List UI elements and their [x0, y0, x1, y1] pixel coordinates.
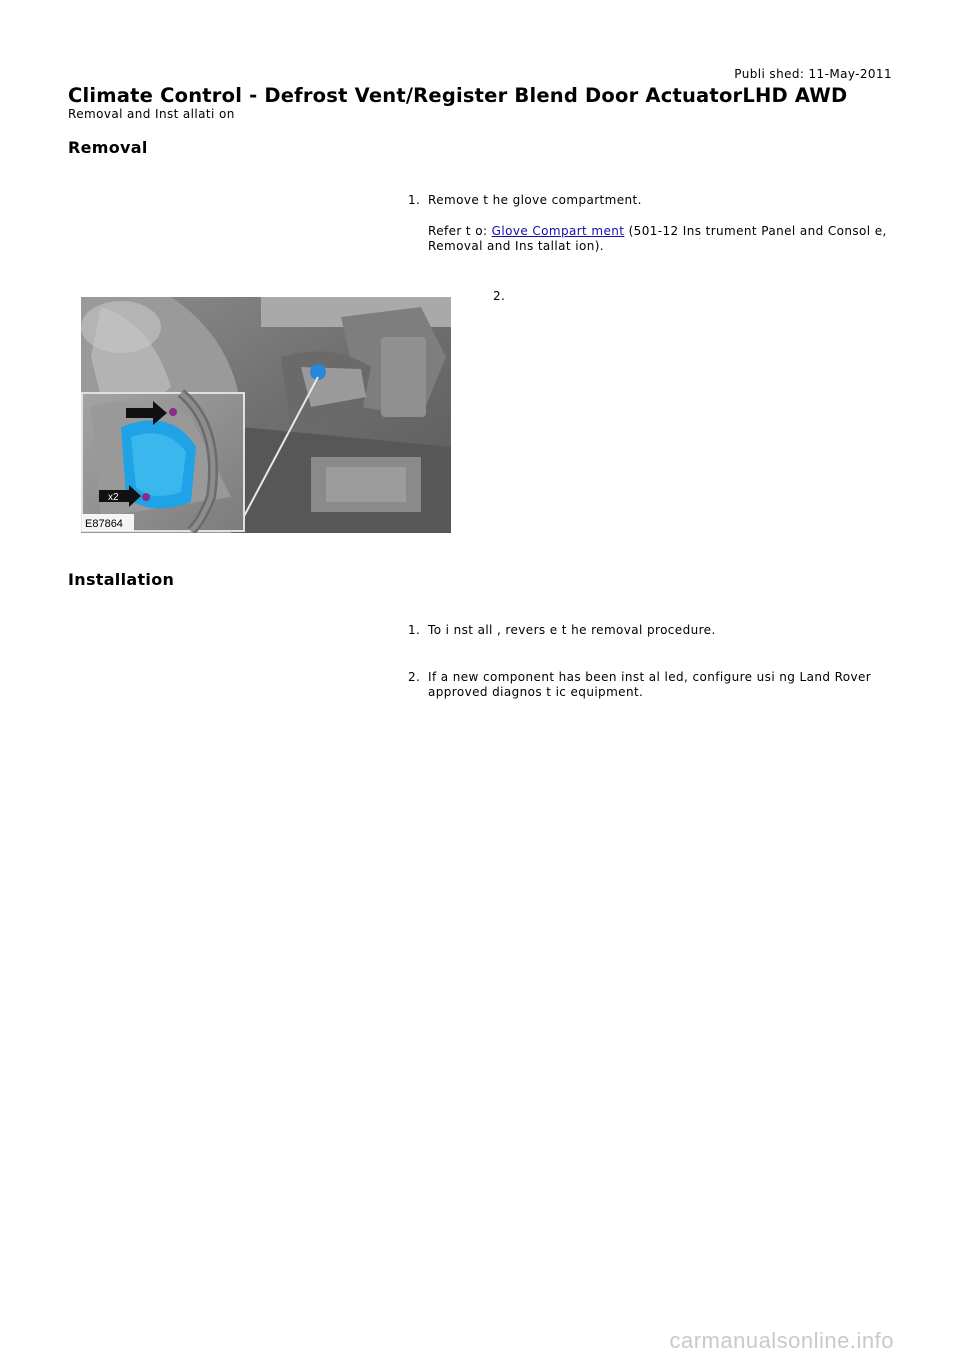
figure-id-label: E87864 [85, 518, 123, 530]
page-subtitle: Removal and Inst allati on [68, 107, 235, 121]
refer-prefix: Refer t o: [428, 224, 488, 238]
step-number: 1. [408, 623, 421, 637]
page-title: Climate Control - Defrost Vent/Register Blend Door ActuatorLHD AWD [68, 84, 848, 107]
glove-compartment-link[interactable]: Glove Compart ment [491, 224, 625, 238]
watermark: carmanualsonline.info [669, 1328, 894, 1353]
step-text: To i nst all , revers e t he removal procedure. [428, 623, 716, 637]
refer-to-note [428, 224, 888, 254]
step-number: 1. [408, 193, 421, 207]
actuator-illustration [81, 297, 451, 533]
removal-heading: Removal [68, 138, 148, 157]
installation-heading: Installation [68, 570, 175, 589]
step-number: 2. [408, 670, 421, 684]
step-number: 2. [493, 289, 506, 303]
callout-label: x2 [108, 492, 119, 503]
published-date: Publi shed: 11-May-2011 [734, 67, 892, 81]
refer-suffix: (501-12 Ins trument Panel and Consol e, Removal and Ins tallat ion). [428, 224, 887, 253]
step-text: If a new component has been inst al led, configure usi ng Land Rover approved diagnos t ic equipment. [428, 670, 872, 699]
illustration-drawing [81, 297, 451, 533]
step-text: Remove t he glove compartment. [428, 193, 642, 207]
